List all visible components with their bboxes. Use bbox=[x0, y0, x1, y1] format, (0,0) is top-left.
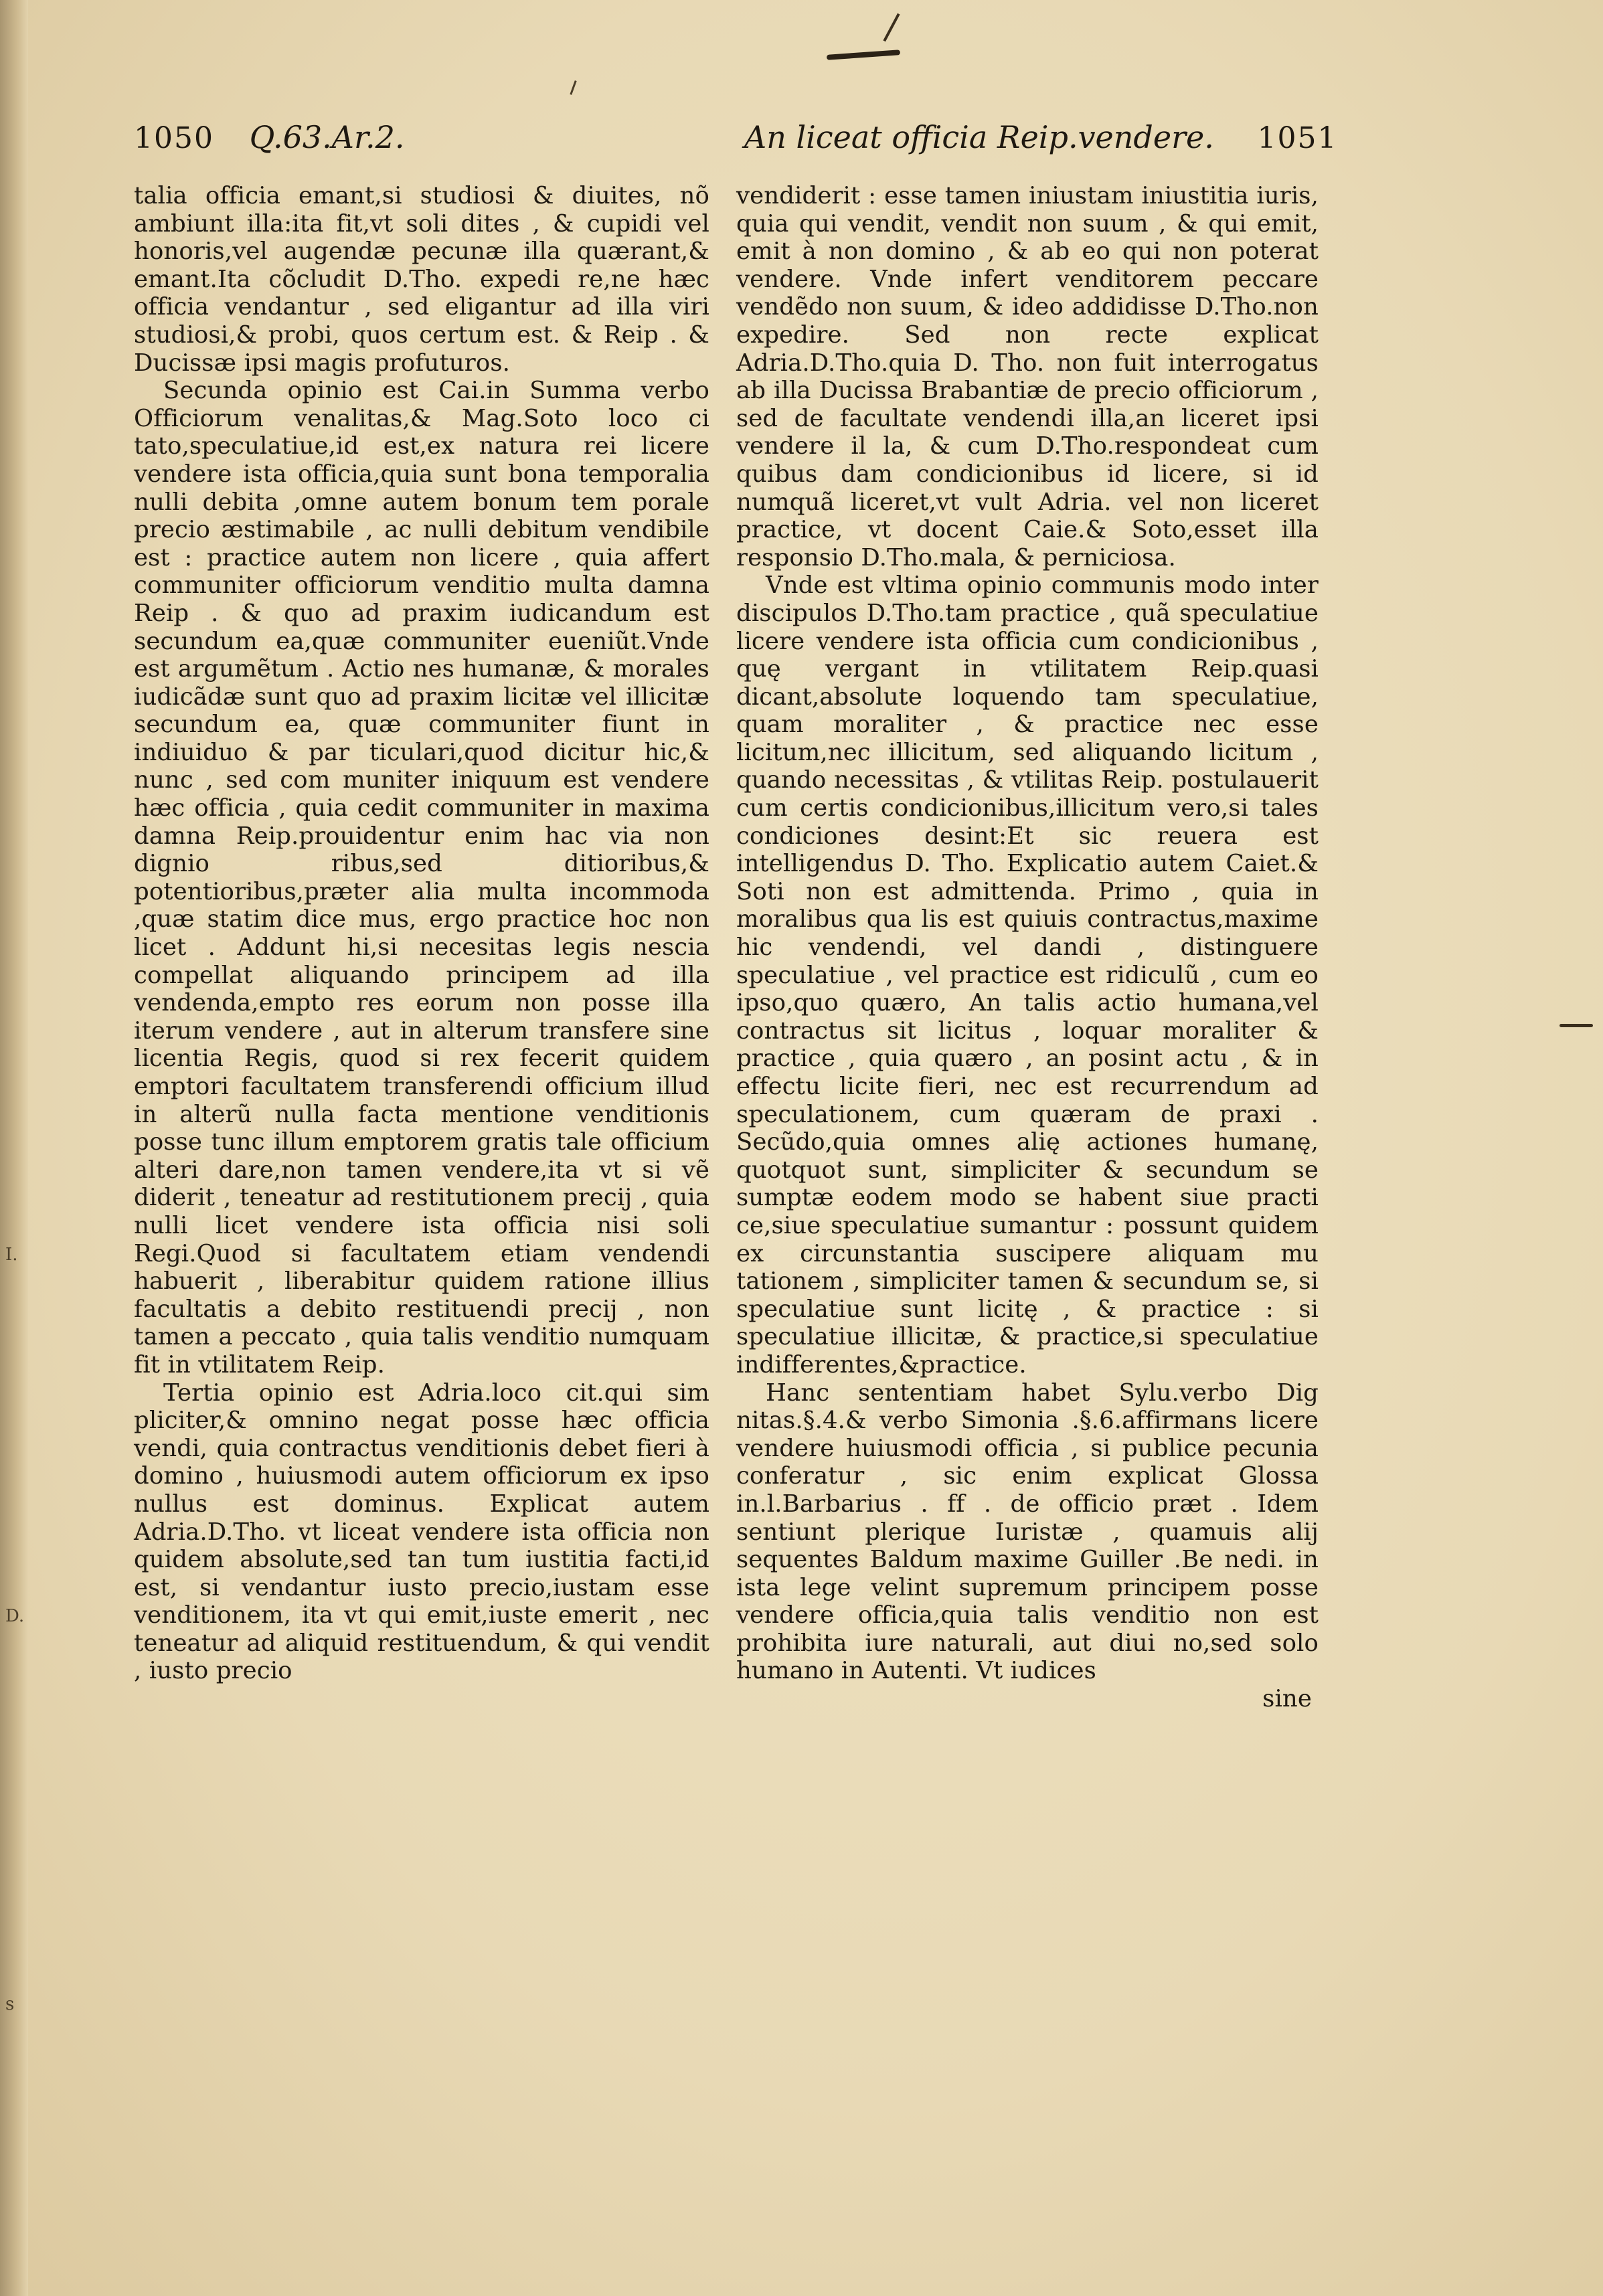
paragraph: Vnde est vltima opinio communis modo inter discipulos D.Tho.tam practice , quã speculatiue licere vendere ista officia cum condicionibus , quę vergant in vtilitatem Reip.quasi dicant,absolute loquendo tam speculatiue, quam moraliter , & practice nec esse licitum,nec illicitum, sed aliquando licitum , quando necessitas , & vtilitas Reip. postulauerit cum certis condicionibus,illicitum vero,si tales condiciones desint:Et sic reuera est intelligendus D. Tho. Explicatio autem Caiet.& Soti non est admittenda. Primo , quia in moralibus qua lis est quiuis contractus,maxime hic vendendi, vel dandi , distinguere speculatiue , vel practice est ridiculũ , cum eo ipso,quo quæro, An talis actio humana,vel contractus sit licitus , loquar moraliter & practice , quia quæro , an posint actu , & in effectu licite fieri, nec est recurrendum ad speculationem, cum quæram de praxi . Secũdo,quia omnes alię actiones humanę, quotquot sunt, simpliciter & secundum se sumptæ eodem modo se habent siue practi ce,siue speculatiue sumantur : possunt quidem ex circunstantia suscipere aliquam mu tationem , simpliciter tamen & secundum se, si speculatiue sunt licitę , & practice : si speculatiue illicitæ, & practice,si speculatiue indifferentes,&practice. bbox=[736, 571, 1319, 1379]
left-running-title: Q.63.Ar.2. bbox=[249, 119, 405, 155]
left-page-number: 1050 bbox=[134, 121, 214, 155]
ink-small-mark bbox=[570, 80, 576, 95]
paragraph: Secunda opinio est Cai.in Summa verbo Officiorum venalitas,& Mag.Soto loco ci tato,speculatiue,id est,ex natura rei licere vendere ista officia,quia sunt bona temporalia nulli debita ,omne autem bonum tem porale precio æstimabile , ac nulli debitum vendibile est : practice autem non licere , quia affert communiter officiorum venditio multa damna Reip . & quo ad praxim iudicandum est secundum ea,quæ communiter eueniũt.Vnde est argumẽtum . Actio nes humanæ, & morales iudicãdæ sunt quo ad praxim licitæ vel illicitæ secundum ea, quæ communiter fiunt in indiuiduo & par ticulari,quod dicitur hic,& nunc , sed com muniter iniquum est vendere hæc officia , quia cedit communiter in maxima damna Reip.prouidentur enim hac via non dignio ribus,sed ditioribus,& potentioribus,præter alia multa incommoda ,quæ statim dice mus, ergo practice hoc non licet . Addunt hi,si necesitas legis nescia compellat aliquando principem ad illa vendenda,empto res eorum non posse illa iterum vendere , aut in alterum transfere sine licentia Regis, quod si rex fecerit quidem emptori facultatem transferendi officium illud in alterũ nulla facta mentione venditionis posse tunc illum emptorem gratis tale officium alteri dare,non tamen vendere,ita vt si vẽ diderit , teneatur ad restitutionem precij , quia nulli licet vendere ista officia nisi soli Regi.Quod si facultatem etiam vendendi habuerit , liberabitur quidem ratione illius facultatis a debito restituendi precij , non tamen a peccato , quia talis venditio numquam fit in vtilitatem Reip. bbox=[134, 377, 709, 1379]
gutter-mark-1: I. bbox=[5, 1245, 18, 1265]
gutter-mark-2: D. bbox=[5, 1606, 25, 1626]
left-text-column bbox=[134, 182, 709, 1685]
catchword: sine bbox=[1262, 1685, 1312, 1713]
right-running-header bbox=[744, 119, 1338, 166]
gutter-mark-3: s bbox=[5, 1994, 15, 2014]
ink-dash-mark bbox=[827, 50, 900, 60]
right-text-column bbox=[736, 182, 1319, 1713]
paragraph: talia officia emant,si studiosi & diuites, nõ ambiunt illa:ita fit,vt soli dites , & cupidi vel honoris,vel augendæ pecunæ illa quærant,& emant.Ita cõcludit D.Tho. expedi re,ne hæc officia vendantur , sed eligantur ad illa viri studiosi,& probi, quos certum est. & Reip . & Ducissæ ipsi magis profuturos. bbox=[134, 182, 709, 377]
ink-tick-mark bbox=[883, 13, 900, 41]
paragraph: Tertia opinio est Adria.loco cit.qui sim pliciter,& omnino negat posse hæc officia vendi, quia contractus venditionis debet fieri à domino , huiusmodi autem officiorum ex ipso nullus est dominus. Explicat autem Adria.D.Tho. vt liceat vendere ista officia non quidem absolute,sed tan tum iustitia facti,id est, si vendantur iusto precio,iustam esse venditionem, ita vt qui emit,iuste emerit , nec teneatur ad aliquid restituendum, & qui vendit , iusto precio bbox=[134, 1379, 709, 1685]
page-edge-mark bbox=[1559, 1024, 1593, 1027]
paragraph: Hanc sententiam habet Sylu.verbo Dig nitas.§.4.& verbo Simonia .§.6.affirmans licere vendere huiusmodi officia , si publice pecunia conferatur , sic enim explicat Glossa in.l.Barbarius . ff . de officio præt . Idem sentiunt plerique Iuristæ , quamuis alij sequentes Baldum maxime Guiller .Be nedi. in ista lege velint supremum principem posse vendere officia,quia talis venditio non est prohibita iure naturali, aut diui no,sed solo humano in Autenti. Vt iudices bbox=[736, 1379, 1319, 1685]
left-running-header bbox=[134, 119, 683, 166]
left-gutter bbox=[0, 0, 28, 2296]
paragraph: vendiderit : esse tamen iniustam iniustitia iuris, quia qui vendit, vendit non suum , & qui emit, emit à non domino , & ab eo qui non poterat vendere. Vnde infert venditorem peccare vendẽdo non suum, & ideo addidisse D.Tho.non expedire. Sed non recte explicat Adria.D.Tho.quia D. Tho. non fuit interrogatus ab illa Ducissa Brabantiæ de precio officiorum , sed de facultate vendendi illa,an liceret ipsi vendere il la, & cum D.Tho.respondeat cum quibus dam condicionibus id licere, si id numquã liceret,vt vult Adria. vel non liceret practice, vt docent Caie.& Soto,esset illa responsio D.Tho.mala, & perniciosa. bbox=[736, 182, 1319, 571]
right-running-title: An liceat officia Reip.vendere. bbox=[744, 119, 1214, 155]
right-page-number: 1051 bbox=[1257, 121, 1338, 155]
